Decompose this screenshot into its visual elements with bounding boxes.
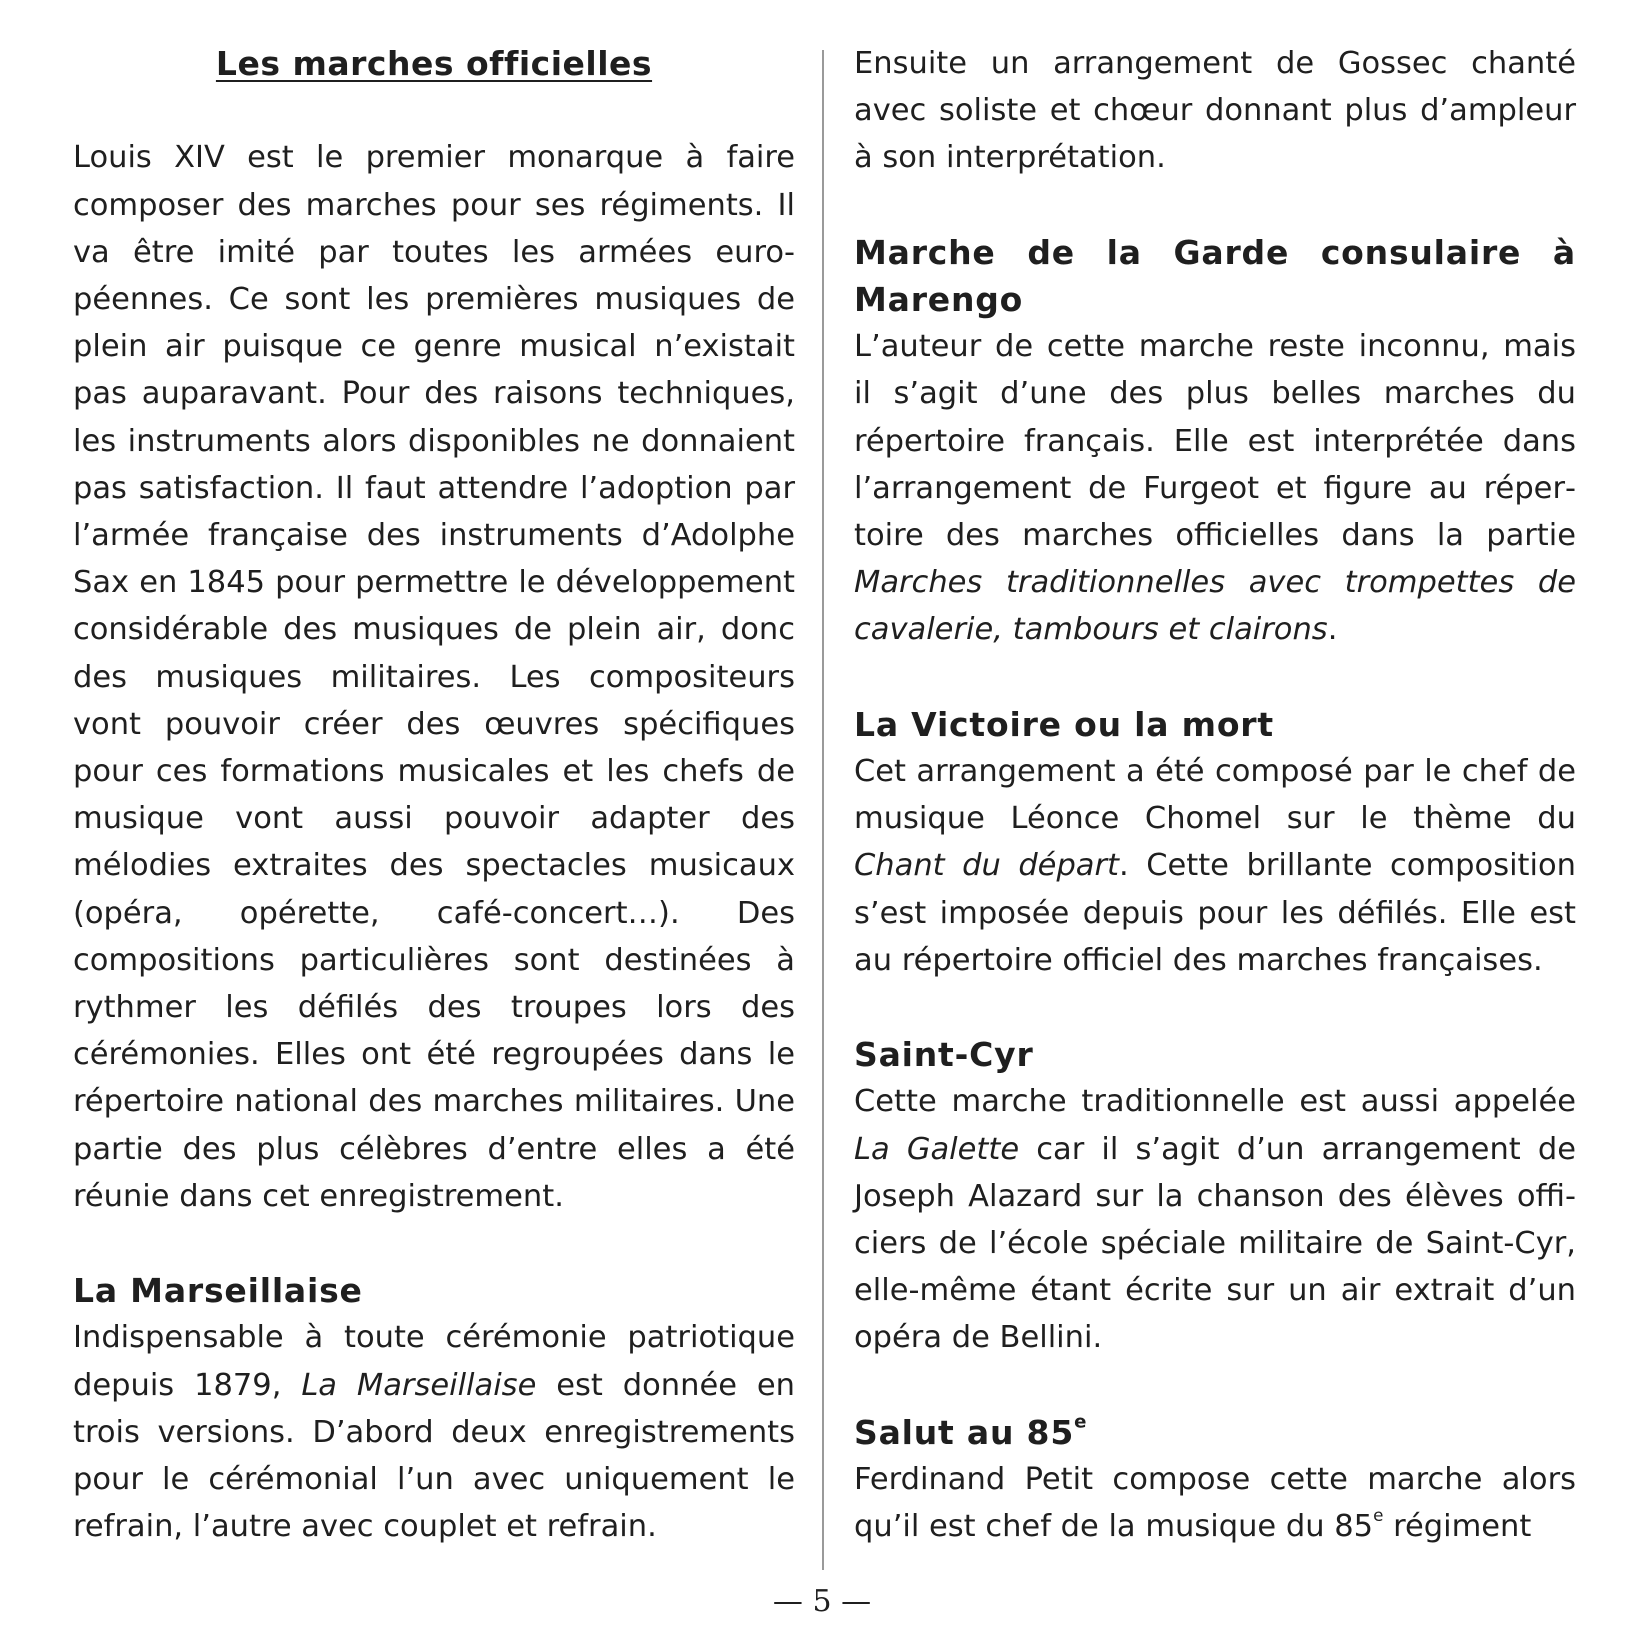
section-title-victoire: La Victoire ou la mort bbox=[854, 704, 1274, 744]
page-heading: Les marches officielles bbox=[215, 44, 653, 83]
right-column bbox=[854, 40, 1576, 1550]
paragraph-text: régiment bbox=[1383, 1509, 1532, 1545]
spacer bbox=[854, 984, 1576, 1031]
paragraph-text: . bbox=[1327, 612, 1338, 648]
section-title-garde-consulaire: Marche de la Garde consulaire à Marengo bbox=[854, 232, 1576, 319]
paragraph-victoire bbox=[854, 748, 1576, 984]
paragraph-marseillaise bbox=[73, 1314, 795, 1550]
title-text: Salut au 85 bbox=[854, 1412, 1075, 1452]
paragraph-salut bbox=[854, 1456, 1576, 1550]
paragraph-saint-cyr bbox=[854, 1078, 1576, 1361]
spacer bbox=[854, 182, 1576, 229]
ordinal-superscript: e bbox=[1074, 1411, 1088, 1433]
paragraph-text: Cette marche traditionnelle est aussi appelée bbox=[854, 1084, 1576, 1120]
section-title-salut bbox=[854, 1409, 1576, 1456]
intro-paragraph: Louis XIV est le premier monarque à faire composer des marches pour ses régiments. Il va être imité par toutes les armées européennes. Ce sont les premières musiques de plein air puisque ce genre musical n’existait pas auparavant. Pour des raisons techniques, les instruments alors disponibles ne donnaient pas satisfaction. Il faut attendre l’adoption par l’armée française des instruments d’Adolphe Sax en 1845 pour permettre le développement considérable des musiques de plein air, donc des musiques militaires. Les compositeurs vont pouvoir créer des œuvres spécifiques pour ces formations musicales et les chefs de musique vont aussi pouvoir adapter des mélodies extraites des spectacles musicaux (opéra, opérette, café-concert…). Des compositions particulières sont destinées à rythmer les défilés des troupes lors des cérémonies. Elles ont été regroupées dans le répertoire national des marches militaires. Une partie des plus célèbres d’entre elles a été réunie dans cet enregistrement. bbox=[73, 140, 795, 1214]
paragraph-text: L’auteur de cette marche reste inconnu, mais il s’agit d’une des plus belles marches du répertoire français. Elle est interprétée dans l’arrangement de Furgeot et figure au répertoire des marches officielles dans la partie bbox=[854, 329, 1576, 554]
spacer bbox=[73, 1220, 795, 1267]
column-divider bbox=[822, 50, 824, 1570]
page-number: — 5 — bbox=[772, 1584, 872, 1619]
spacer bbox=[854, 654, 1576, 701]
spacer bbox=[73, 87, 795, 134]
paragraph-text: Cet arrangement a été composé par le chef de musique Léonce Chomel sur le thème du bbox=[854, 754, 1576, 837]
continuation-paragraph: Ensuite un arrangement de Gossec chanté avec soliste et chœur donnant plus d’ampleur à son interprétation. bbox=[854, 46, 1576, 176]
paragraph-text: car il s’agit d’un arrangement de Joseph Alazard sur la chanson des élèves officiers de l’école spéciale militaire de Saint-Cyr, elle-même étant écrite sur un air extrait d’un opéra de Bellini. bbox=[854, 1131, 1577, 1356]
work-title: Marches traditionnelles avec trompettes de cavalerie, tambours et clairons bbox=[854, 565, 1576, 648]
section-title-marseillaise: La Marseillaise bbox=[73, 1271, 363, 1311]
left-column bbox=[73, 40, 795, 1550]
section-title-saint-cyr: Saint-Cyr bbox=[854, 1035, 1034, 1075]
paragraph-text: . Cette brillante composition s’est imposée depuis pour les défilés. Elle est au répertoire officiel des marches françaises. bbox=[854, 848, 1576, 978]
paragraph-text: est donnée en trois versions. D’abord deux enregistrements pour le cérémonial l’un avec uniquement le refrain, l’autre avec couplet et refrain. bbox=[73, 1367, 795, 1545]
work-title: Chant du départ bbox=[854, 848, 1119, 884]
work-title: La Galette bbox=[854, 1131, 1020, 1167]
paragraph-garde-consulaire bbox=[854, 323, 1576, 653]
spacer bbox=[854, 1362, 1576, 1409]
paragraph-text: Indispensable à toute cérémonie patriotique depuis 1879, bbox=[73, 1320, 795, 1403]
paragraph-text: Ferdinand Petit compose cette marche alors qu’il est chef de la musique du 85 bbox=[854, 1462, 1576, 1545]
ordinal-superscript: e bbox=[1373, 1505, 1384, 1526]
work-title: La Marseillaise bbox=[301, 1367, 537, 1403]
